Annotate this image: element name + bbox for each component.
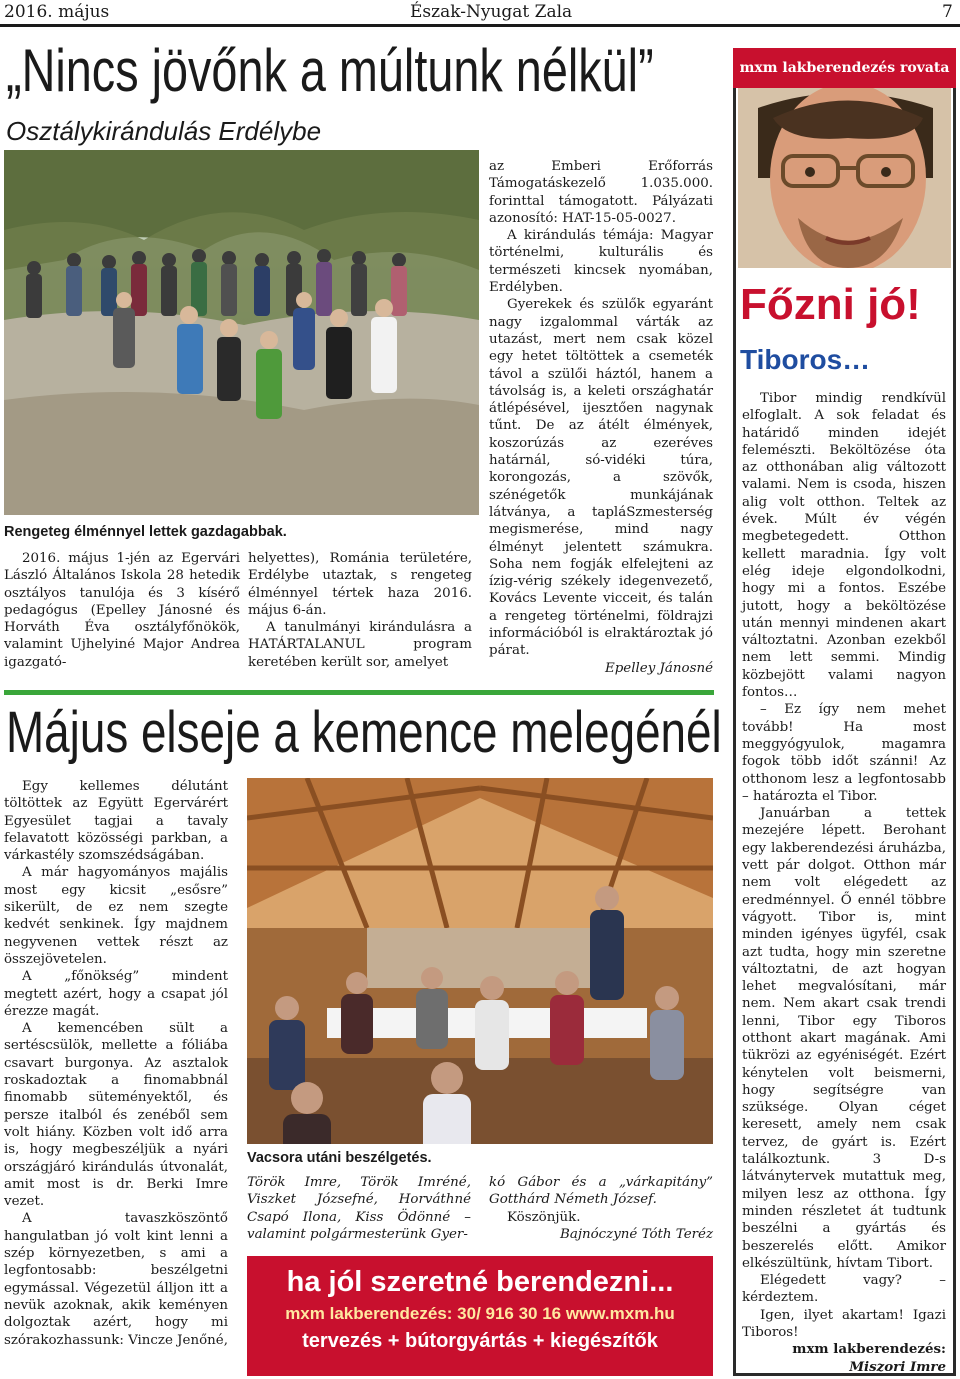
sidebar-body [742, 390, 946, 1376]
article2-col1-p1: Egy kellemes délutánt töltöttek az Együtt Egervárért Egyesület tagjai a tavaly felavatott közösségi parkban, a várkastély szomszédságában. [4, 779, 228, 864]
article1-col3-p2: A kirándulás témája: Magyar történelmi, kulturális és természeti kincsek nyomában, Erdélyben. [489, 228, 713, 296]
article2-col3-p1: kó Gábor és a „várkapitány” Gotthárd Németh József. [489, 1175, 713, 1208]
ad-line-2: mxm lakberendezés: 30/ 916 30 16 www.mxm.hu [285, 1304, 675, 1323]
ad-line-3: tervezés + bútorgyártás + kiegészítők [302, 1330, 658, 1352]
article1-col2-p2: A tanulmányi kirándulásra a HATÁRTALANUL program keretében került sor, amelyet [248, 620, 472, 670]
sidebar-sig-name: Miszori Imre [849, 1358, 946, 1375]
article2-col3-p2: Köszönjük. [507, 1209, 581, 1225]
sidebar-sig-company: mxm lakberendezés: [792, 1341, 946, 1358]
article1-col2-p1: helyettes), Románia területére, Erdélybe utaztak, s rengeteg élménnyel tértek haza 2016. május 6-án. [248, 551, 472, 618]
ad-line-1: ha jól szeretné berendezni... [286, 1266, 674, 1298]
sidebar-body-p5: Igen, ilyet akartam! Igazi Tiboros! [742, 1307, 946, 1341]
article2-col1-p5: A tavaszköszöntő hangulatban jó volt kint lenni a szép környezetben, s ami a legfontosabb: beszélgetni egymással. Végezetül álljon itt a nevük azoknak, akik keményen dolgoztak azért, hogy mi szórakozhassunk: Vincze Jenőné, [4, 1211, 228, 1348]
article1-col1-text: 2016. május 1-jén az Egervári László Általános Iskola 28 hetedik osztályos tanulója és 3 kísérő pedagógus (Epelley Jánosné és Horváth Éva osztályfőnökök, valamint Ujhelyiné Major Andrea igazgató- [4, 551, 240, 670]
mxm-advertisement [247, 1256, 713, 1376]
article2-title: Május elseje a kemence melegénél [6, 700, 722, 765]
sidebar-headline: Főzni jó! [740, 280, 921, 329]
sidebar-body-p1: Tibor mindig rendkívül elfoglalt. A sok feladat és határidő minden idejét felemészti. Beköltözése óta az otthonában alig változott valami. Nem is csoda, hiszen alig volt otthon. Teltek az évek. Múlt év végén megbetegedett. Otthon kellett maradnia. Így volt elég ideje elgondolkodni, hogy mi a fontos. Eszébe jutott, hogy a beköltözése után mennyi mindenen akart változtatni. Azonban ezekből nem lett semmi. Mindig közbejött valami nagyon fontos… [742, 391, 946, 701]
article1-column-2 [248, 550, 472, 671]
article2-col1-p3: A „főnökség” mindent megtett azért, hogy a csapat jól érezze magát. [4, 969, 228, 1019]
article1-col3-p1: az Emberi Erőforrás Támogatáskezelő 1.035.000. forinttal támogatott. Pályázati azonosító: HAT-15-05-0027. [489, 159, 713, 226]
article-separator [4, 690, 714, 695]
article2-column-1 [4, 778, 228, 1349]
article2-column-2 [247, 1174, 471, 1243]
article1-col3-p3: Gyerekek és szülők egyaránt nagy izgalommal várták az utazást, mert nem csak közel egy hetet töltöttek a csemeték távol a szülői háztól, hanem a távolság is, a keleti országhatár átlépésével, ijesztően nagynak tűnt. De az átélt élmények, koszorúzás az ezeréves határnál, só-vidéki túra, korongozás, a szövők, szénégetők munkájának látványa, a tapláSzmesterség megismerése, mind nagy élményt jelentett számukra. Soha nem fogják elfelejteni az ízig-vérig székely idegenvezető, Kovács Levente vicceit, és talán a rengeteg történelmi, földrajzi információból is elraktároztak jó párat. [489, 297, 713, 659]
article2-column-3 [489, 1174, 713, 1243]
article1-title: „Nincs jövőnk a múltunk nélkül” [6, 37, 654, 104]
sidebar-rovat-banner: mxm lakberendezés rovata [733, 48, 956, 88]
article2-col2-text: Török Imre, Török Imréné, Viszket Józsefné, Horváthné Csapó Ilona, Kiss Ödönné – valamint polgármesterünk Gyer- [247, 1175, 471, 1242]
header-date: 2016. május [4, 2, 110, 22]
sidebar-body-p3: Januárban a tettek mezejére lépett. Berohant egy lakberendezési áruházba, vett pár dolgot. Otthon már nem volt elégedett az eredménnyel. Ő ennél többre vágyott. Tibor is, mint minden igényes ügyfél, csak azt tudta, hogy min szeretne változtatni, de azt hogyan lehet megvalósítani, már nem. Nem akart csak trendi lenni, Tibor egy Tiboros otthont akart magának. Ami tükrözi az egyéniségét. Ezért kénytelen volt beismerni, hogy segítségre van szüksége. Olyan céget keresett, amely nem csak tervez, de gyárt is. Ezért találkoztunk. 3 D-s látványtervek mutattuk meg, milyen lesz az otthona. Így minden részletet át tudtunk beszélni a gyártás és beszerelés előtt. Amikor elkészültünk, hívtam Tibort. [742, 806, 946, 1271]
article1-column-3 [489, 158, 713, 677]
article1-column-1 [4, 550, 240, 671]
author-portrait [738, 88, 951, 268]
header-publication: Észak-Nyugat Zala [410, 2, 573, 22]
article1-photo-caption: Rengeteg élménnyel lettek gazdagabbak. [4, 524, 287, 540]
article1-signature: Epelley Jánosné [604, 660, 713, 676]
header-rule [0, 24, 960, 27]
sidebar-body-p4: Elégedett vagy? – kérdeztem. [742, 1273, 946, 1306]
article2-col1-p2: A már hagyományos majális most egy kicsit „esősre” sikerült, de ez nem szegte kedvét senkinek. Így majdnem negyvenen vettek részt az összejövetelen. [4, 865, 228, 967]
header-page-number: 7 [942, 2, 953, 22]
class-trip-photo [4, 150, 479, 515]
sidebar-subhead: Tiboros… [740, 344, 871, 375]
sidebar-body-p2: – Ez így nem mehet tovább! Ha most meggyógyulok, magamra fogok több időt szánni! Az otthonom lesz a legfontosabb – határozta el Tibor. [742, 702, 946, 804]
article2-photo-caption: Vacsora utáni beszélgetés. [247, 1150, 432, 1166]
dinner-photo [247, 778, 713, 1144]
article2-col1-p4: A kemencében sült a sertéscsülök, mellette a fóliába csavart burgonya. Az asztalok roskadoztak a finomabbnál finomabb süteményektől, és persze italból és zenéből sem volt hiány. Közben volt idő arra is, hogy megbeszéljük a nyári országjáró kirándulás útvonalát, amit most is dr. Berki Imre vezet. [4, 1021, 228, 1210]
article1-subtitle: Osztálykirándulás Erdélybe [6, 116, 322, 146]
article2-signature: Bajnóczyné Tóth Teréz [560, 1226, 713, 1242]
